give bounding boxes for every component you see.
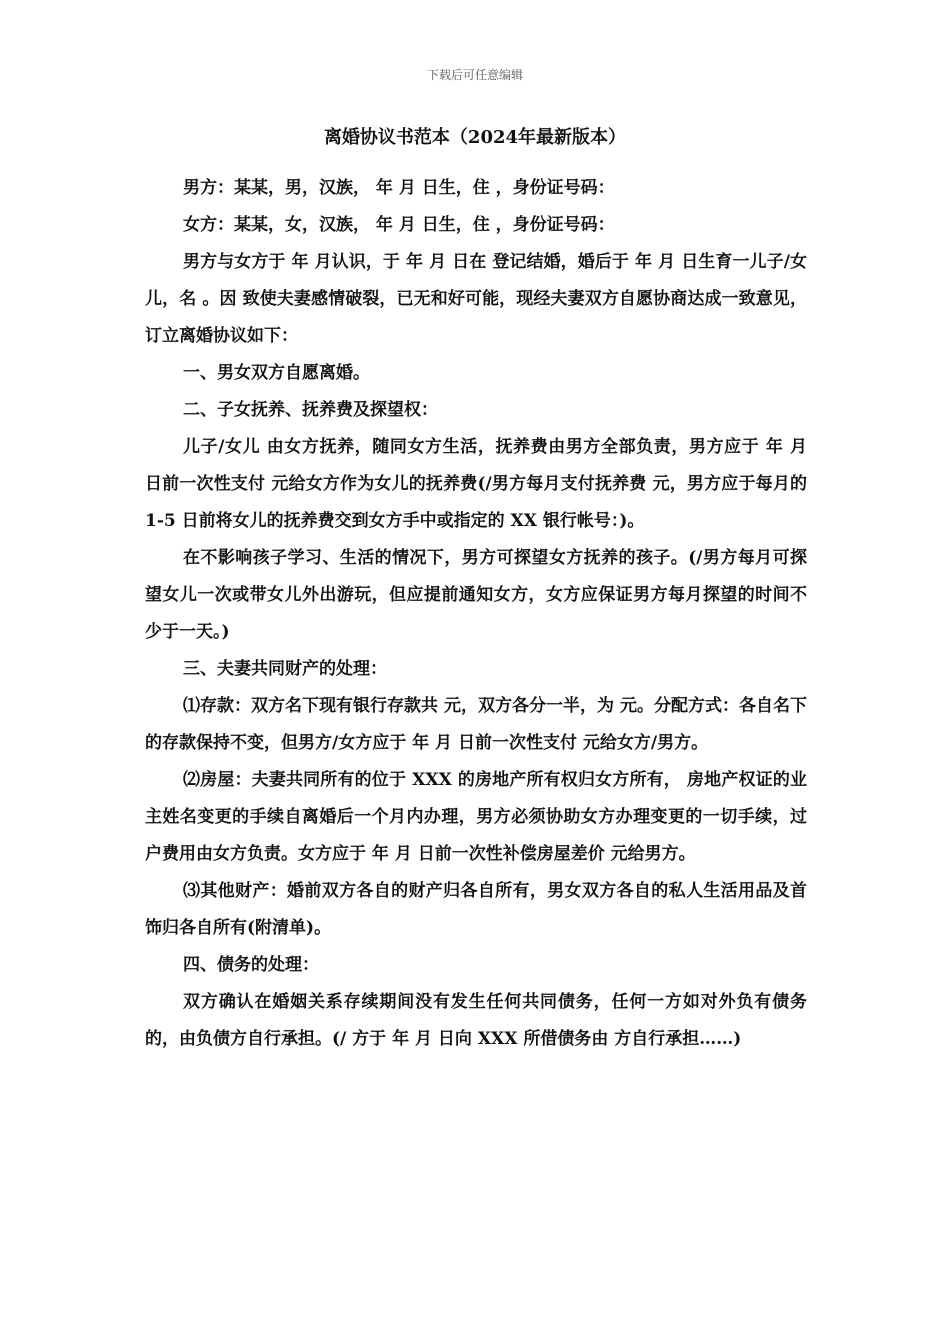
paragraph-house: ⑵房屋：夫妻共同所有的位于 XXX 的房地产所有权归女方所有， 房地产权证的业主姓名变更的手续自离婚后一个月内办理，男方必须协助女方办理变更的一切手续，过户费用由女方负责。女方应于 年 月 日前一次性补偿房屋差价 元给男方。 <box>145 770 807 864</box>
paragraph-child-support: 儿子/女儿 由女方抚养，随同女方生活，抚养费由男方全部负责，男方应于 年 月 日前一次性支付 元给女方作为女儿的抚养费(/男方每月支付抚养费 元，男方应于每月的 1-5 日前将女儿的抚养费交到女方手中或指定的 XX 银行帐号：)。 <box>145 437 807 531</box>
paragraph-debts: 双方确认在婚姻关系存续期间没有发生任何共同债务，任何一方如对外负有债务的，由负债方自行承担。(/ 方于 年 月 日向 XXX 所借债务由 方自行承担……) <box>145 992 807 1049</box>
document-body <box>145 170 807 1058</box>
section-heading-property: 三、夫妻共同财产的处理： <box>183 659 387 679</box>
section-heading-divorce: 一、男女双方自愿离婚。 <box>183 363 370 383</box>
paragraph-other-property: ⑶其他财产：婚前双方各自的财产归各自所有，男女双方各自的私人生活用品及首饰归各自所有(附清单)。 <box>145 881 807 938</box>
paragraph-male-party: 男方：某某，男，汉族， 年 月 日生，住 ，身份证号码： <box>183 178 615 198</box>
section-heading-debts: 四、债务的处理： <box>183 955 319 975</box>
paragraph-visitation: 在不影响孩子学习、生活的情况下，男方可探望女方抚养的孩子。(/男方每月可探望女儿一次或带女儿外出游玩，但应提前通知女方，女方应保证男方每月探望的时间不少于一天。) <box>145 548 807 642</box>
paragraph-female-party: 女方：某某，女，汉族， 年 月 日生，住 ，身份证号码： <box>183 215 615 235</box>
paragraph-background: 男方与女方于 年 月认识，于 年 月 日在 登记结婚，婚后于 年 月 日生育一儿子/女儿，名 。因 致使夫妻感情破裂，已无和好可能，现经夫妻双方自愿协商达成一致意见，订立离婚协议如下： <box>145 252 807 346</box>
page-header-note: 下载后可任意编辑 <box>426 68 523 82</box>
document-title: 离婚协议书范本（2024年最新版本） <box>323 127 627 148</box>
section-heading-children: 二、子女抚养、抚养费及探望权： <box>183 400 438 420</box>
paragraph-savings: ⑴存款：双方名下现有银行存款共 元，双方各分一半，为 元。分配方式：各自名下的存款保持不变，但男方/女方应于 年 月 日前一次性支付 元给女方/男方。 <box>145 696 807 753</box>
